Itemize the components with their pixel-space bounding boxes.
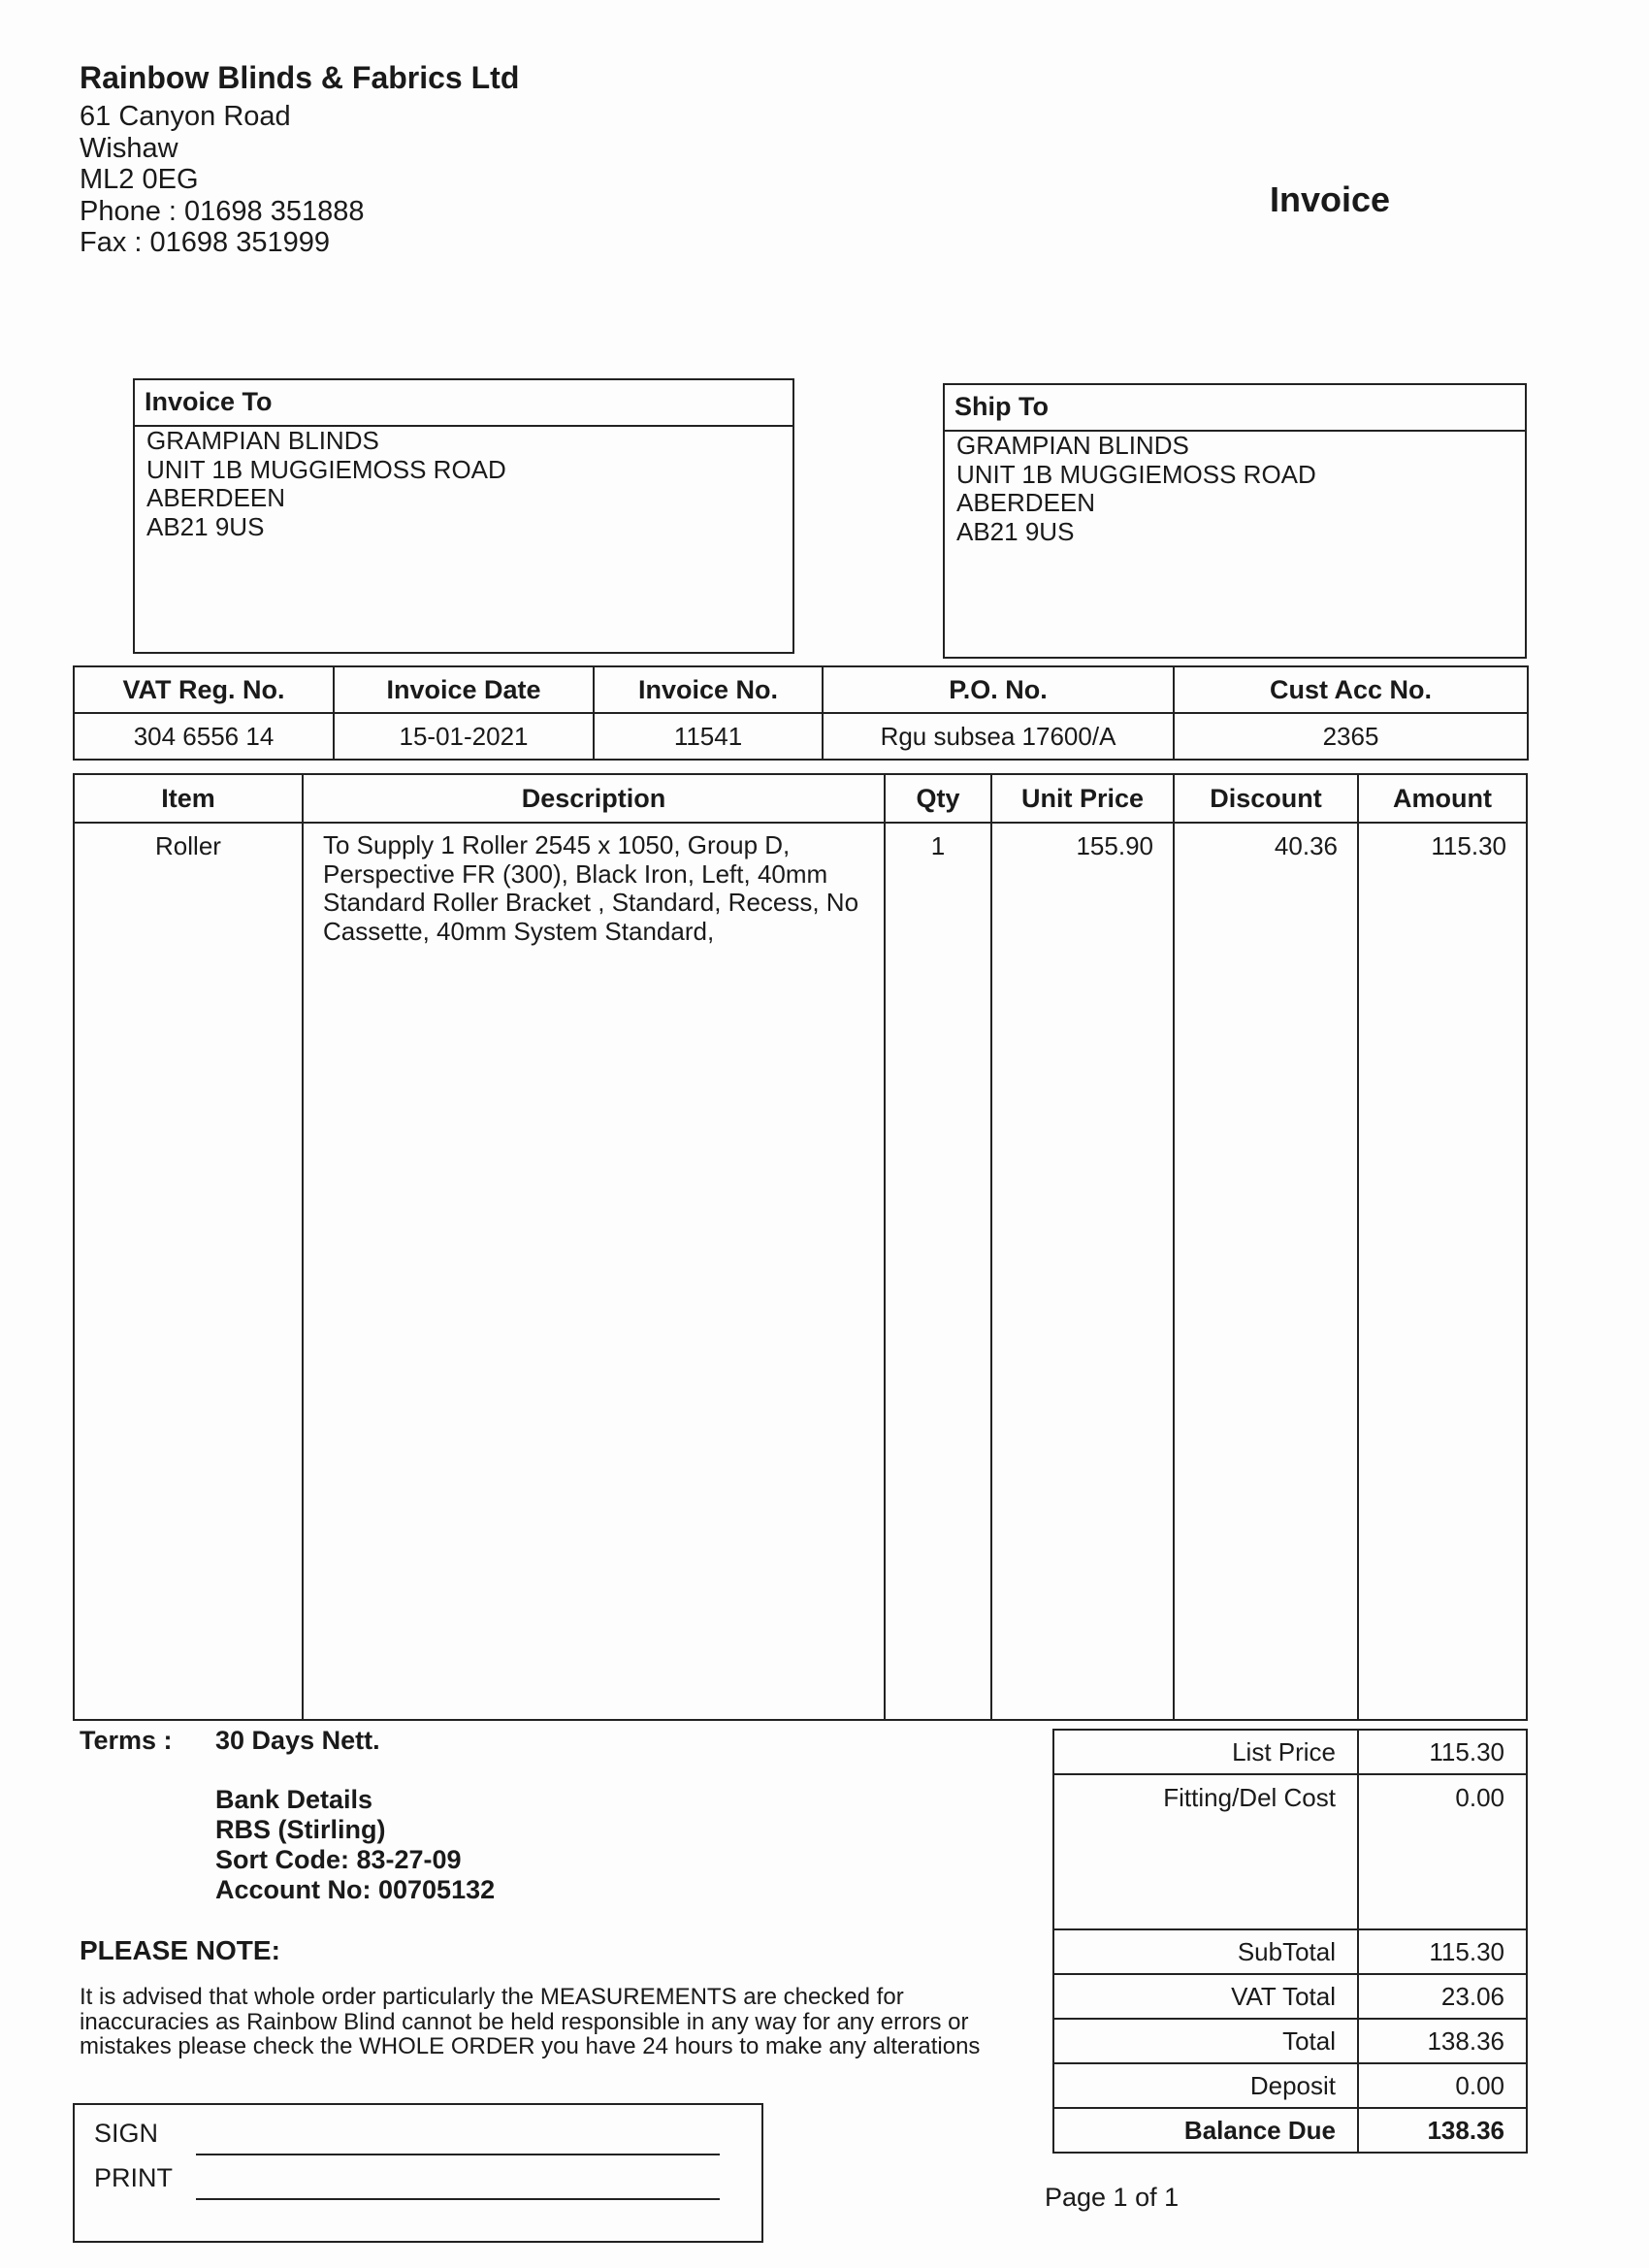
bank-line: Sort Code: 83-27-09 (215, 1845, 462, 1874)
note-line: It is advised that whole order particularly the MEASUREMENTS are checked for (80, 1984, 904, 2010)
company-phone: Phone : 01698 351888 (80, 195, 365, 227)
deposit-label: Deposit (1053, 2063, 1358, 2108)
amount-cell: 115.30 (1358, 823, 1527, 1720)
vat-total-value: 23.06 (1358, 1974, 1527, 2019)
vat-total-label: VAT Total (1053, 1974, 1358, 2019)
print-label: PRINT (94, 2163, 173, 2192)
address-line: GRAMPIAN BLINDS (146, 426, 379, 455)
company-header (80, 58, 519, 259)
description-cell: To Supply 1 Roller 2545 x 1050, Group D, Perspective FR (300), Black Iron, Left, 40mm Standard Roller Bracket , Standard, Recess, No Cassette, 40mm System Standard, (303, 823, 885, 1720)
deposit-value: 0.00 (1358, 2063, 1527, 2108)
page-number: Page 1 of 1 (1045, 2183, 1180, 2212)
address-line: UNIT 1B MUGGIEMOSS ROAD (956, 459, 1316, 489)
ship-to-box (943, 383, 1527, 659)
po-no-header: P.O. No. (823, 666, 1174, 713)
ship-to-heading: Ship To (945, 385, 1525, 432)
address-line: GRAMPIAN BLINDS (956, 431, 1189, 460)
address-line: AB21 9US (956, 516, 1075, 546)
total-label: Total (1053, 2019, 1358, 2063)
bank-line: RBS (Stirling) (215, 1815, 386, 1844)
discount-cell: 40.36 (1174, 823, 1358, 1720)
fitting-label: Fitting/Del Cost (1053, 1774, 1358, 1929)
balance-due-label: Balance Due (1053, 2108, 1358, 2153)
line-items-table (73, 773, 1528, 1721)
ship-to-address (956, 432, 1316, 546)
subtotal-value: 115.30 (1358, 1929, 1527, 1974)
bank-line: Bank Details (215, 1785, 373, 1814)
vat-reg-header: VAT Reg. No. (74, 666, 334, 713)
totals-table (1052, 1729, 1528, 2154)
vat-reg-value: 304 6556 14 (74, 713, 334, 760)
cust-acc-value: 2365 (1174, 713, 1528, 760)
terms-label: Terms : (80, 1726, 173, 1755)
company-fax: Fax : 01698 351999 (80, 227, 330, 258)
unit-price-header: Unit Price (991, 774, 1174, 823)
qty-header: Qty (885, 774, 991, 823)
invoice-to-box (133, 378, 794, 654)
note-text (80, 1985, 1011, 2059)
print-line[interactable] (196, 2198, 720, 2200)
item-cell: Roller (74, 823, 303, 1720)
note-line: mistakes please check the WHOLE ORDER you have 24 hours to make any alterations (80, 2033, 981, 2059)
subtotal-label: SubTotal (1053, 1929, 1358, 1974)
list-price-label: List Price (1053, 1730, 1358, 1774)
note-line: inaccuracies as Rainbow Blind cannot be held responsible in any way for any errors or (80, 2008, 969, 2035)
invoice-meta-table (73, 665, 1529, 761)
cust-acc-header: Cust Acc No. (1174, 666, 1528, 713)
description-header: Description (303, 774, 885, 823)
invoice-date-value: 15-01-2021 (334, 713, 594, 760)
sign-label: SIGN (94, 2119, 159, 2148)
po-no-value: Rgu subsea 17600/A (823, 713, 1174, 760)
bank-line: Account No: 00705132 (215, 1875, 496, 1904)
qty-cell: 1 (885, 823, 991, 1720)
invoice-no-value: 11541 (594, 713, 823, 760)
discount-header: Discount (1174, 774, 1358, 823)
address-line: ABERDEEN (956, 488, 1096, 517)
company-address-line: ML2 0EG (80, 164, 199, 195)
item-header: Item (74, 774, 303, 823)
signature-box (73, 2103, 763, 2243)
address-line: UNIT 1B MUGGIEMOSS ROAD (146, 454, 506, 484)
bank-details (215, 1785, 495, 1905)
document-title: Invoice (1270, 179, 1391, 219)
fitting-value: 0.00 (1358, 1774, 1527, 1929)
company-address-line: Wishaw (80, 132, 178, 164)
list-price-value: 115.30 (1358, 1730, 1527, 1774)
invoice-to-address (146, 427, 506, 541)
sign-line[interactable] (196, 2154, 720, 2155)
note-title: PLEASE NOTE: (80, 1935, 280, 1965)
table-row (74, 823, 1527, 1720)
company-name: Rainbow Blinds & Fabrics Ltd (80, 60, 520, 95)
company-address-line: 61 Canyon Road (80, 101, 291, 132)
terms-value: 30 Days Nett. (215, 1726, 380, 1755)
invoice-date-header: Invoice Date (334, 666, 594, 713)
unit-price-cell: 155.90 (991, 823, 1174, 1720)
invoice-no-header: Invoice No. (594, 666, 823, 713)
amount-header: Amount (1358, 774, 1527, 823)
total-value: 138.36 (1358, 2019, 1527, 2063)
invoice-to-heading: Invoice To (135, 380, 792, 427)
address-line: AB21 9US (146, 511, 265, 541)
balance-due-value: 138.36 (1358, 2108, 1527, 2153)
address-line: ABERDEEN (146, 483, 286, 512)
